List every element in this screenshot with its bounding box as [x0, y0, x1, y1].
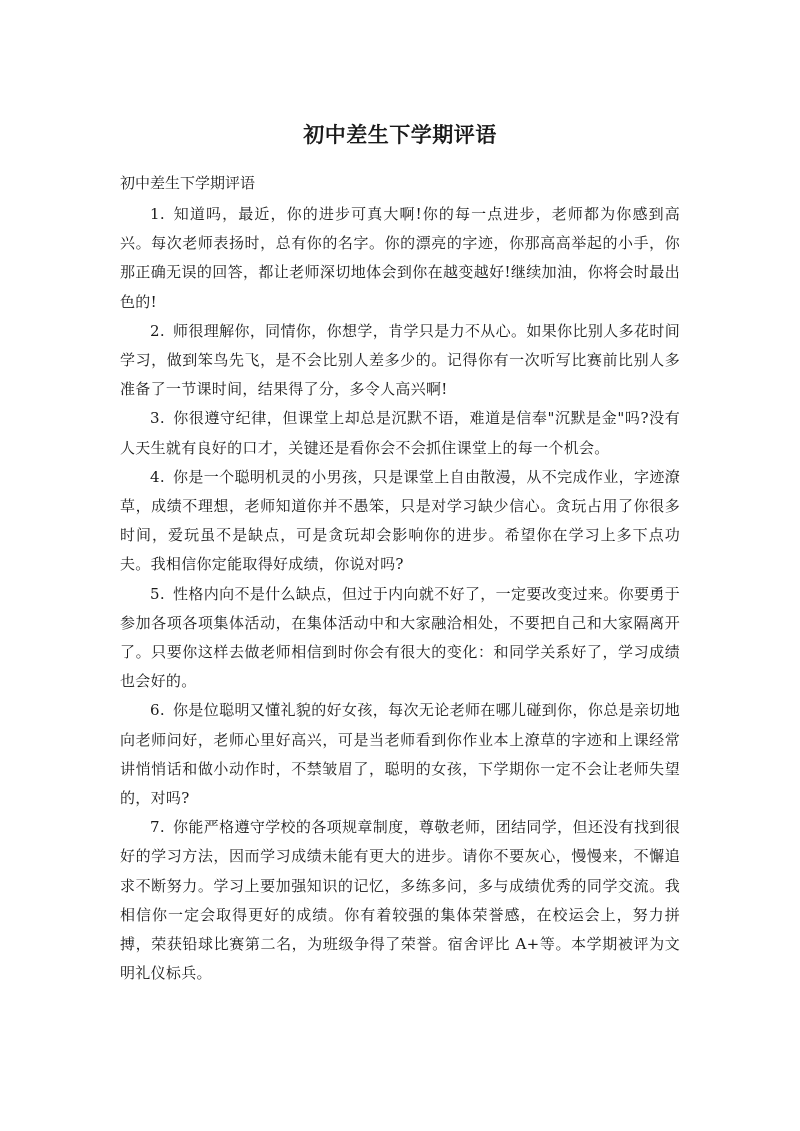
paragraph-number: 7.: [150, 818, 165, 837]
document-subtitle: 初中差生下学期评语: [120, 174, 256, 192]
paragraph-text: 师很理解你，同情你，你想学，肯学只是力不从心。如果你比别人多花时间学习，做到笨鸟先飞，是不会比别人差多少的。记得你有一次听写比赛前比别人多准备了一节课时间，结果得了分，多令人高兴啊!: [120, 321, 680, 399]
comment-paragraph-4: [120, 463, 680, 580]
paragraph-text: 你能严格遵守学校的各项规章制度，尊敬老师，团结同学，但还没有找到很好的学习方法，因而学习成绩未能有更大的进步。请你不要灰心，慢慢来，不懈追求不断努力。学习上要加强知识的记忆，多练多问，多与成绩优秀的同学交流。我相信你一定会取得更好的成绩。你有着较强的集体荣誉感，在校运会上，努力拼搏，荣获铅球比赛第二名，为班级争得了荣誉。宿舍评比 A+等。本学期被评为文明礼仪标兵。: [120, 818, 680, 983]
comment-paragraph-6: [120, 696, 680, 813]
comment-paragraph-5: [120, 580, 680, 697]
paragraph-number: 1.: [150, 205, 165, 223]
paragraph-text: 性格内向不是什么缺点，但过于内向就不好了，一定要改变过来。你要勇于参加各项各项集体活动，在集体活动中和大家融洽相处，不要把自己和大家隔离开了。只要你这样去做老师相信到时你会有很大的变化：和同学关系好了，学习成绩也会好的。: [120, 584, 680, 691]
paragraph-text: 你是一个聪明机灵的小男孩，只是课堂上自由散漫，从不完成作业，字迹潦草，成绩不理想，老师知道你并不愚笨，只是对学习缺少信心。贪玩占用了你很多时间，爱玩虽不是缺点，可是贪玩却会影响你的进步。希望你在学习上多下点功夫。我相信你定能取得好成绩，你说对吗?: [120, 467, 680, 574]
paragraph-number: 5.: [150, 584, 165, 603]
comment-paragraph-3: [120, 404, 680, 462]
comment-paragraph-2: [120, 317, 680, 405]
document-body: [120, 200, 680, 988]
paragraph-number: 3.: [150, 409, 165, 428]
paragraph-text: 你很遵守纪律，但课堂上却总是沉默不语，难道是信奉"沉默是金"吗?没有人天生就有良好的口才，关键还是看你会不会抓住课堂上的每一个机会。: [120, 409, 680, 457]
paragraph-number: 6.: [150, 701, 165, 720]
paragraph-text: 你是位聪明又懂礼貌的好女孩，每次无论老师在哪儿碰到你，你总是亲切地向老师问好，老师心里好高兴，可是当老师看到你作业本上潦草的字迹和上课经常讲悄悄话和做小动作时，不禁皱眉了，聪明的女孩，下学期你一定不会让老师失望的，对吗?: [120, 701, 680, 808]
comment-paragraph-7: [120, 813, 680, 988]
document-title: 初中差生下学期评语: [303, 123, 497, 147]
comment-paragraph-1: [120, 200, 680, 317]
paragraph-number: 2.: [150, 321, 165, 340]
paragraph-text: 知道吗，最近，你的进步可真大啊!你的每一点进步，老师都为你感到高兴。每次老师表扬时，总有你的名字。你的漂亮的字迹，你那高高举起的小手，你那正确无误的回答，都让老师深切地体会到你在越变越好!继续加油，你将会时最出色的!: [120, 205, 680, 311]
paragraph-number: 4.: [150, 467, 165, 486]
